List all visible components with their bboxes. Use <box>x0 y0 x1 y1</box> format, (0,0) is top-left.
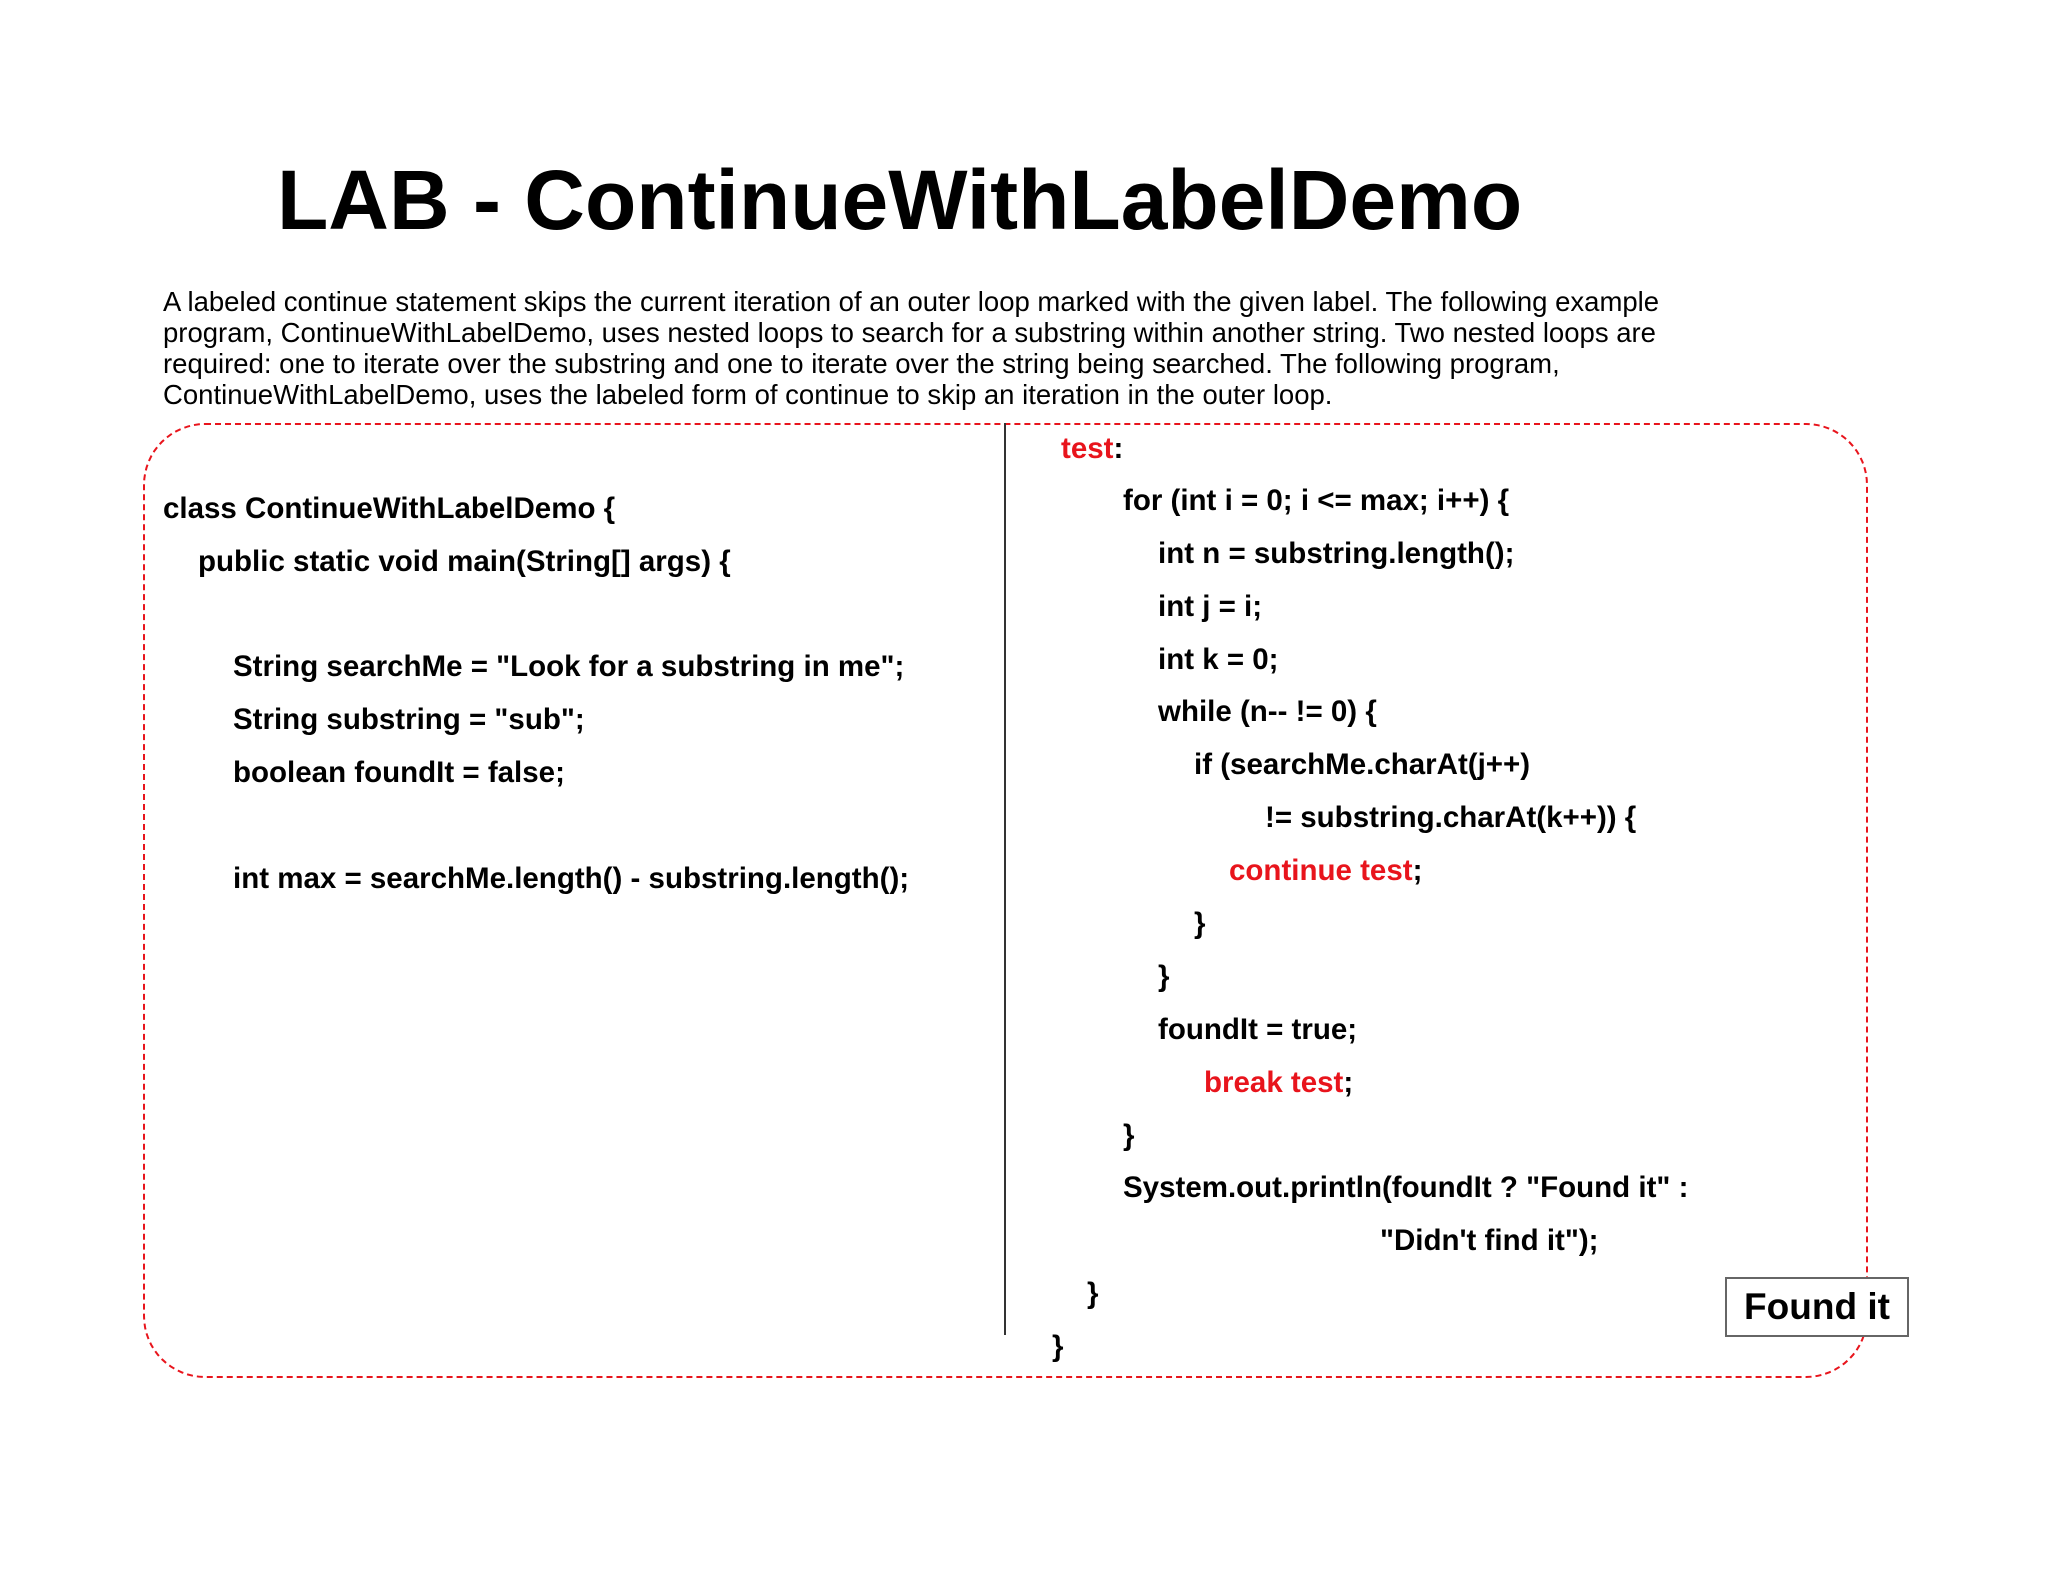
continue-semicolon: ; <box>1412 854 1423 887</box>
break-semicolon: ; <box>1343 1066 1354 1099</box>
code-line-n: int n = substring.length(); <box>1158 537 1515 570</box>
column-divider <box>1004 423 1006 1335</box>
code-line-if2: != substring.charAt(k++)) { <box>1265 801 1637 834</box>
code-line-close-while: } <box>1158 960 1170 993</box>
code-line-j: int j = i; <box>1158 590 1263 623</box>
code-line-max: int max = searchMe.length() - substring.length(); <box>233 862 910 895</box>
code-line-close-for: } <box>1123 1119 1135 1152</box>
label-keyword: test <box>1061 432 1114 465</box>
intro-line: required: one to iterate over the substring and one to iterate over the string being searched. The following program, <box>163 348 1560 379</box>
code-line-found-true: foundIt = true; <box>1158 1013 1358 1046</box>
code-line-continue <box>1229 856 1422 886</box>
code-line-k: int k = 0; <box>1158 643 1279 676</box>
label-colon: : <box>1113 432 1124 465</box>
code-line-println2: "Didn't find it"); <box>1380 1224 1599 1257</box>
code-line-label <box>1061 434 1123 464</box>
code-line-close-main: } <box>1087 1277 1099 1310</box>
code-line-if1: if (searchMe.charAt(j++) <box>1194 748 1531 781</box>
continue-keyword: continue test <box>1229 854 1413 887</box>
code-line-main: public static void main(String[] args) { <box>198 545 731 578</box>
intro-line: A labeled continue statement skips the current iteration of an outer loop marked with the given label. The following example <box>163 286 1660 317</box>
code-line-while: while (n-- != 0) { <box>1158 695 1377 728</box>
code-line-println1: System.out.println(foundIt ? "Found it" : <box>1123 1171 1689 1204</box>
intro-line: program, ContinueWithLabelDemo, uses nested loops to search for a substring within another string. Two nested loops are <box>163 317 1656 348</box>
code-line-foundit: boolean foundIt = false; <box>233 756 565 789</box>
slide-title: LAB - ContinueWithLabelDemo <box>277 153 1523 247</box>
code-line-break <box>1204 1068 1353 1098</box>
code-line-class: class ContinueWithLabelDemo { <box>163 492 616 525</box>
code-line-close-if: } <box>1194 907 1206 940</box>
code-line-close-class: } <box>1052 1330 1064 1363</box>
output-result-box: Found it <box>1725 1277 1909 1337</box>
intro-paragraph <box>163 286 1763 410</box>
code-line-substring: String substring = "sub"; <box>233 703 585 736</box>
break-keyword: break test <box>1204 1066 1344 1099</box>
code-line-searchme: String searchMe = "Look for a substring in me"; <box>233 650 905 683</box>
intro-line: ContinueWithLabelDemo, uses the labeled form of continue to skip an iteration in the outer loop. <box>163 379 1333 410</box>
code-line-for: for (int i = 0; i <= max; i++) { <box>1123 484 1510 517</box>
